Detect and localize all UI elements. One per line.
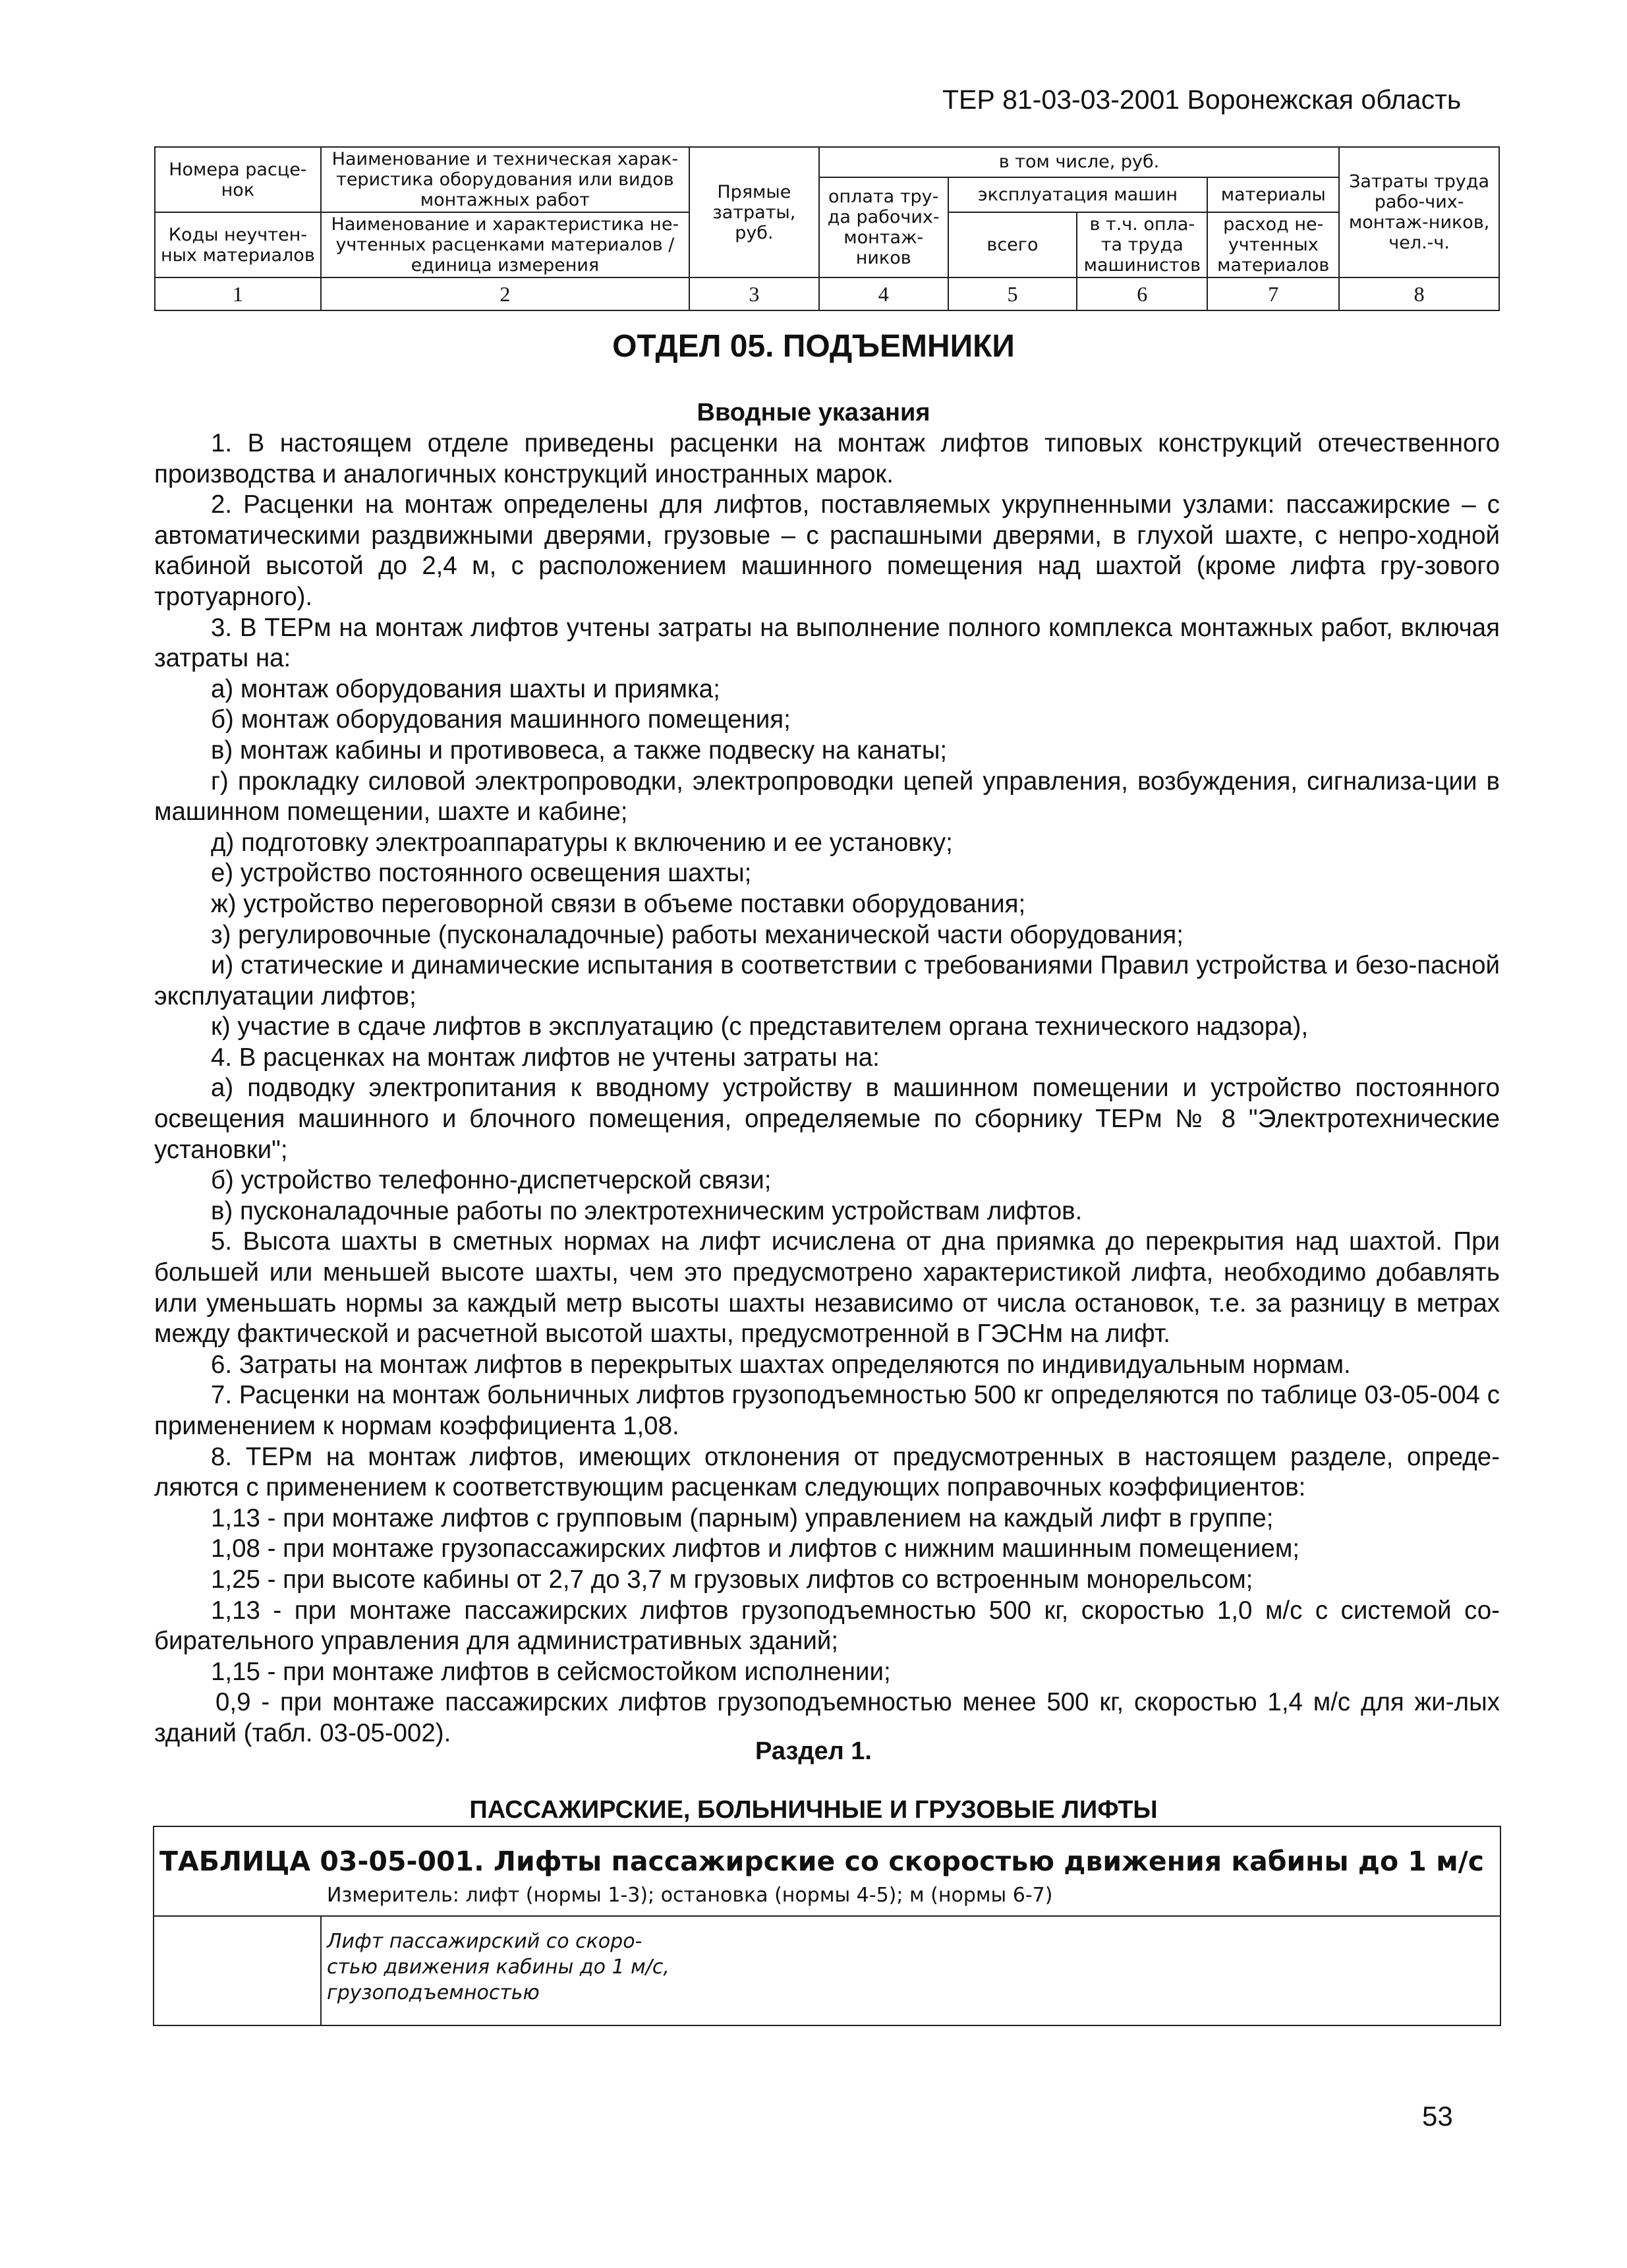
coefficient-item: 1,13 - при монтаже пассажирских лифтов грузоподъемностью 500 кг, скоростью 1,0 м/с с системой со-бирательного управления для административных зданий; bbox=[154, 1596, 1500, 1656]
table-title-row bbox=[154, 1827, 1500, 1917]
paragraph: 6. Затраты на монтаж лифтов в перекрытых шахтах определяются по индивидуальным нормам. bbox=[211, 1350, 1351, 1379]
column-number: 3 bbox=[689, 277, 819, 310]
header-cell-wages: оплата тру-да рабочих-монтаж-ников bbox=[819, 177, 948, 277]
list-item: а) подводку электропитания к вводному устройству в машинном помещении и устройство постоянного освещения машинного и блочного помещения, определяемые по сборнику ТЕРм № 8 "Электротехнические установки"; bbox=[154, 1074, 1500, 1164]
header-cell-including: в том числе, руб. bbox=[819, 147, 1339, 177]
list-item: в) пусконаладочные работы по электротехническим устройствам лифтов. bbox=[211, 1196, 1083, 1225]
header-table bbox=[154, 146, 1500, 311]
table-description bbox=[327, 1929, 670, 2006]
intro-text bbox=[154, 428, 1500, 1749]
list-item: е) устройство постоянного освещения шахты; bbox=[211, 859, 752, 888]
column-number: 1 bbox=[155, 277, 321, 310]
list-item: г) прокладку силовой электропроводки, электропроводки цепей управления, возбуждения, сигнализа-ции в машинном помещении, шахте и кабине; bbox=[154, 767, 1500, 827]
column-divider bbox=[320, 1915, 322, 2025]
description-line: Лифт пассажирский со скоро- bbox=[327, 1930, 642, 1953]
paragraph: 8. ТЕРм на монтаж лифтов, имеющих отклонения от предусмотренных в настоящем разделе, опреде-ляются с применением к соответствующим расценкам следующих поправочных коэффициентов: bbox=[154, 1442, 1500, 1502]
column-number: 5 bbox=[948, 277, 1077, 310]
table-name: ТАБЛИЦА 03-05-001. Лифты пассажирские со скоростью движения кабины до 1 м/с bbox=[159, 1846, 1485, 1877]
header-cell-rate-numbers: Номера расце-нок bbox=[155, 147, 321, 212]
header-cell-machines: эксплуатация машин bbox=[948, 177, 1208, 212]
intro-title: Вводные указания bbox=[697, 399, 930, 426]
header-cell-name: Наименование и техническая харак-теристика оборудования или видов монтажных работ bbox=[321, 147, 689, 212]
document-header: ТЕР 81-03-03-2001 Воронежская область bbox=[942, 84, 1462, 115]
header-cell-labor: Затраты труда рабо-чих-монтаж-ников, чел.-ч. bbox=[1339, 147, 1499, 277]
header-cell-machines-total: всего bbox=[948, 212, 1077, 277]
column-number: 7 bbox=[1207, 277, 1339, 310]
coefficient-item: 0,9 - при монтаже пассажирских лифтов грузоподъемностью менее 500 кг, скоростью 1,4 м/с для жи-лых зданий (табл. 03-05-002). bbox=[154, 1688, 1500, 1747]
column-number: 4 bbox=[819, 277, 948, 310]
column-number: 2 bbox=[321, 277, 689, 310]
list-item: б) устройство телефонно-диспетчерской связи; bbox=[211, 1166, 772, 1195]
paragraph: 2. Расценки на монтаж определены для лифтов, поставляемых укрупненными узлами: пассажирские – с автоматическими раздвижными дверями, грузовые – с распашными дверями, в глухой шахте, с непро-ходной кабиной высотой до 2,4 м, с расположением машинного помещения над шахтой (кроме лифта гру-зового тротуарного). bbox=[154, 490, 1500, 611]
header-cell-material-names: Наименование и характеристика не-учтенных расценками материалов / единица измерения bbox=[321, 212, 689, 277]
coefficient-item: 1,25 - при высоте кабины от 2,7 до 3,7 м грузовых лифтов со встроенным монорельсом; bbox=[211, 1565, 1253, 1594]
paragraph: 4. В расценках на монтаж лифтов не учтены затраты на: bbox=[211, 1043, 880, 1072]
description-line: стью движения кабины до 1 м/с, bbox=[327, 1956, 670, 1979]
column-number: 8 bbox=[1339, 277, 1499, 310]
rate-table bbox=[153, 1826, 1501, 2026]
header-cell-material-codes: Коды неучтен-ных материалов bbox=[155, 212, 321, 277]
header-cell-operators-wages: в т.ч. опла-та труда машинистов bbox=[1077, 212, 1207, 277]
list-item: б) монтаж оборудования машинного помещения; bbox=[211, 705, 791, 734]
razdel-name: ПАССАЖИРСКИЕ, БОЛЬНИЧНЫЕ И ГРУЗОВЫЕ ЛИФТЫ bbox=[469, 1796, 1158, 1824]
page-number: 53 bbox=[1422, 2101, 1453, 2132]
header-cell-direct-costs: Прямые затраты, руб. bbox=[689, 147, 819, 277]
paragraph: 5. Высота шахты в сметных нормах на лифт исчислена от дна приямка до перекрытия над шахтой. При большей или меньшей высоте шахты, чем это предусмотрено характеристикой лифта, необходимо добавлять или уменьшать нормы за каждый метр высоты шахты независимо от числа остановок, т.е. за разницу в метрах между фактической и расчетной высотой шахты, предусмотренной в ГЭСНм на лифт. bbox=[154, 1227, 1500, 1349]
list-item: а) монтаж оборудования шахты и приямка; bbox=[211, 674, 720, 703]
list-item: д) подготовку электроаппаратуры к включению и ее установку; bbox=[211, 828, 953, 857]
list-item: з) регулировочные (пусконаладочные) работы механической части оборудования; bbox=[211, 920, 1184, 949]
list-item: в) монтаж кабины и противовеса, а также подвеску на канаты; bbox=[211, 736, 948, 765]
coefficient-item: 1,15 - при монтаже лифтов в сейсмостойком исполнении; bbox=[211, 1657, 891, 1686]
coefficient-item: 1,08 - при монтаже грузопассажирских лифтов и лифтов с нижним машинным помещением; bbox=[211, 1534, 1300, 1563]
coefficient-item: 1,13 - при монтаже лифтов с групповым (парным) управлением на каждый лифт в группе; bbox=[211, 1503, 1274, 1532]
paragraph: 7. Расценки на монтаж больничных лифтов грузоподъемностью 500 кг определяются по таблице 03-05-004 с применением к нормам коэффициента 1,08. bbox=[154, 1381, 1500, 1440]
list-item: и) статические и динамические испытания в соответствии с требованиями Правил устройства и безо-пасной эксплуатации лифтов; bbox=[154, 951, 1500, 1010]
razdel-title: Раздел 1. bbox=[755, 1737, 872, 1765]
header-cell-material-usage: расход не-учтенных материалов bbox=[1207, 212, 1339, 277]
paragraph: 3. В ТЕРм на монтаж лифтов учтены затраты на выполнение полного комплекса монтажных работ, включая затраты на: bbox=[154, 613, 1500, 673]
list-item: ж) устройство переговорной связи в объеме поставки оборудования; bbox=[211, 889, 1026, 918]
section-title: ОТДЕЛ 05. ПОДЪЕМНИКИ bbox=[612, 329, 1015, 364]
header-cell-materials: материалы bbox=[1207, 177, 1339, 212]
table-measure: Измеритель: лифт (нормы 1-3); остановка (нормы 4-5); м (нормы 6-7) bbox=[327, 1884, 1053, 1907]
list-item: к) участие в сдаче лифтов в эксплуатацию (с представителем органа технического надзора), bbox=[211, 1012, 1309, 1041]
description-line: грузоподъемностью bbox=[327, 1981, 540, 2004]
paragraph: 1. В настоящем отделе приведены расценки на монтаж лифтов типовых конструкций отечественного производства и аналогичных конструкций иностранных марок. bbox=[154, 429, 1500, 488]
column-number: 6 bbox=[1077, 277, 1207, 310]
